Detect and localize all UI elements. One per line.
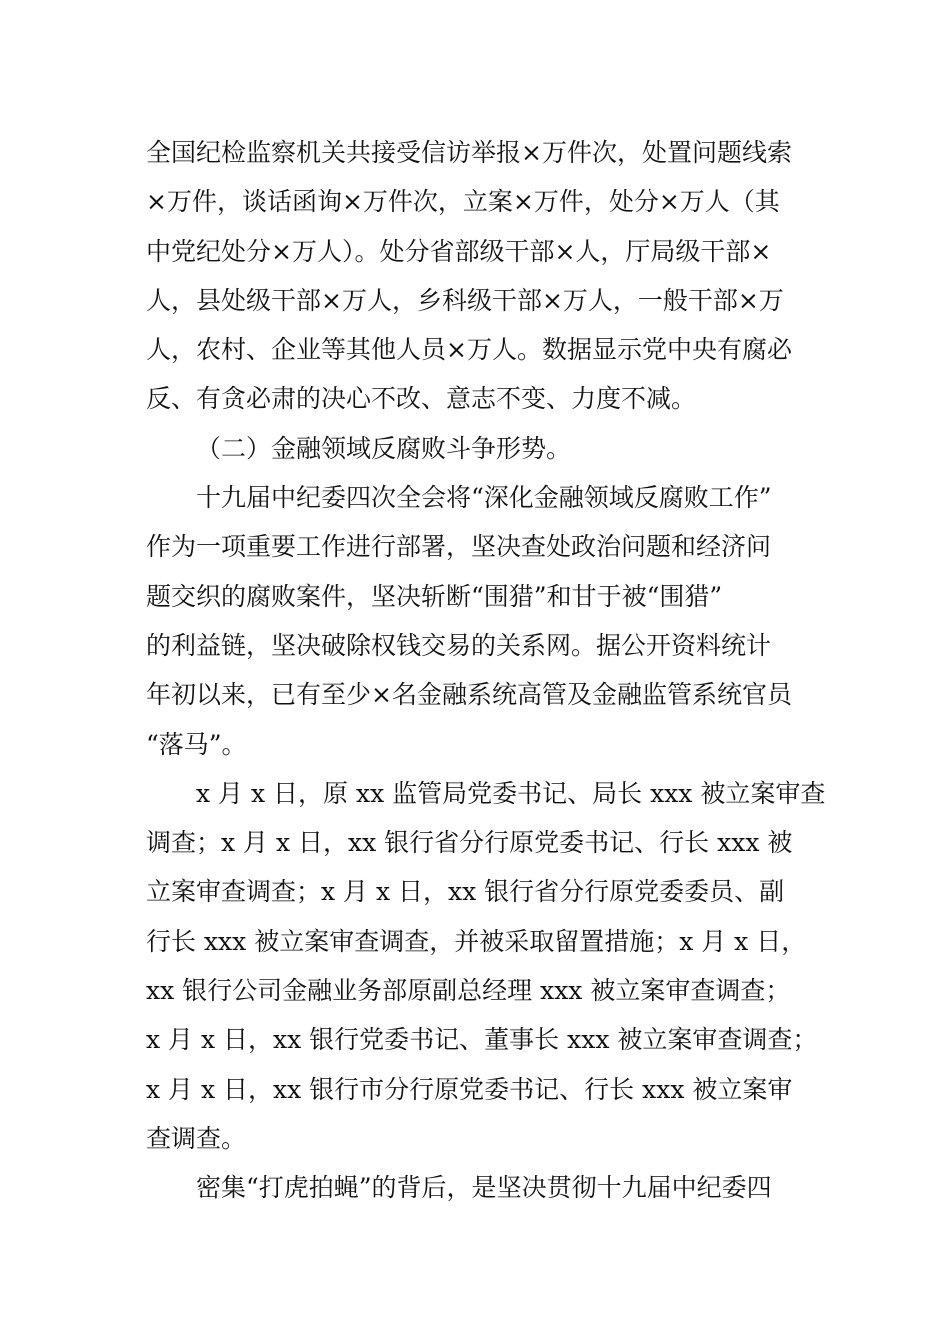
text-line: 反、有贪必肃的决心不改、意志不变、力度不减。 xyxy=(146,384,697,414)
text-line: 作为一项重要工作进行部署，坚决查处政治问题和经济问 xyxy=(146,532,772,562)
text-line: 查调查。 xyxy=(146,1123,247,1153)
text-line: 人，农村、企业等其他人员×万人。数据显示党中央有腐必 xyxy=(146,335,792,365)
text-line: 的利益链，坚决破除权钱交易的关系网。据公开资料统计 xyxy=(146,630,772,660)
paragraph-national-statistics xyxy=(146,128,826,424)
text-line: 立案审查调查；x 月 x 日，xx 银行省分行原党委委员、副 xyxy=(146,877,785,907)
text-line: x 月 x 日，原 xx 监管局党委书记、局长 xxx 被立案审查 xyxy=(196,778,826,808)
text-line: 行长 xxx 被立案审查调查，并被采取留置措施；x 月 x 日， xyxy=(146,926,807,956)
text-line: 十九届中纪委四次全会将“深化金融领域反腐败工作” xyxy=(196,483,772,513)
text-line: xx 银行公司金融业务部原副总经理 xxx 被立案审查调查； xyxy=(146,976,791,1006)
paragraph-crackdown-background xyxy=(146,1163,826,1212)
text-line: ×万件，谈话函询×万件次，立案×万件，处分×万人（其 xyxy=(146,187,780,217)
text-line: 题交织的腐败案件，坚决斩断“围猎”和甘于被“围猎” xyxy=(146,581,723,611)
text-line: 人，县处级干部×万人，乡科级干部×万人，一般干部×万 xyxy=(146,285,784,315)
text-line: 年初以来，已有至少×名金融系统高管及金融监管系统官员 xyxy=(146,680,792,710)
section-heading-financial xyxy=(146,424,826,473)
text-line: 密集“打虎拍蝇”的背后，是坚决贯彻十九届中纪委四 xyxy=(196,1173,772,1203)
paragraph-case-list xyxy=(146,769,826,1163)
paragraph-plenary-deployment xyxy=(146,473,826,769)
document-body xyxy=(146,128,826,1213)
text-line: “落马”。 xyxy=(146,729,247,759)
section-heading: （二）金融领域反腐败斗争形势。 xyxy=(196,433,572,463)
text-line: x 月 x 日，xx 银行市分行原党委书记、行长 xxx 被立案审 xyxy=(146,1074,793,1104)
text-line: 中党纪处分×万人）。处分省部级干部×人，厅局级干部× xyxy=(146,236,772,266)
text-line: 全国纪检监察机关共接受信访举报×万件次，处置问题线索 xyxy=(146,138,792,167)
text-line: 调查；x 月 x 日，xx 银行省分行原党委书记、行长 xxx 被 xyxy=(146,828,793,858)
text-line: x 月 x 日，xx 银行党委书记、董事长 xxx 被立案审查调查； xyxy=(146,1025,818,1055)
